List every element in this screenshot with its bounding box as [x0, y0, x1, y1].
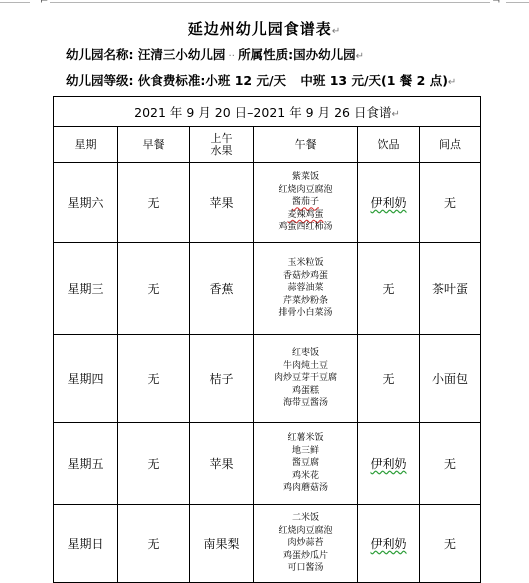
page-title: 延边州幼儿园食谱表↵ — [187, 20, 342, 38]
snack-cell: 无 — [420, 163, 481, 243]
day-cell: 星期日 — [54, 505, 118, 583]
fruit-cell: 苹果 — [190, 163, 254, 243]
corner-mark: ¬ — [492, 0, 501, 7]
table-row — [54, 423, 481, 505]
fruit-cell: 桔子 — [190, 335, 254, 423]
kindergarten-name: 幼儿园名称: 汪清三小幼儿园 — [66, 47, 226, 62]
corner-mark: ⌐ — [40, 0, 49, 7]
kindergarten-info-line: 幼儿园名称: 汪清三小幼儿园 ·· 所属性质:国办幼儿园↵ — [66, 47, 364, 62]
lunch-cell: 红枣饭 牛肉炖土豆 肉炒豆芽干豆腐 鸡蛋糕 海带豆酱汤 — [254, 335, 358, 423]
breakfast-cell: 无 — [118, 163, 190, 243]
table-row — [54, 243, 481, 335]
day-cell: 星期六 — [54, 163, 118, 243]
drink-cell: 伊利奶 — [358, 423, 420, 505]
breakfast-cell: 无 — [118, 505, 190, 583]
col-header-day: 星期 — [54, 127, 118, 163]
day-cell: 星期五 — [54, 423, 118, 505]
lunch-cell: 玉米粒饭 香菇炒鸡蛋 蒜蓉油菜 芹菜炒粉条 排骨小白菜汤 — [254, 243, 358, 335]
drink-cell: 无 — [358, 335, 420, 423]
lunch-cell: 红薯米饭 地三鲜 酱豆腐 鸡米花 鸡肉蘑菇汤 — [254, 423, 358, 505]
grade-fee: 幼儿园等级: 伙食费标准:小班 12 元/天 — [66, 73, 287, 88]
lunch-cell: 二米饭 红烧肉豆腐泡 肉炒蒜苔 鸡蛋炒瓜片 可口酱汤 — [254, 505, 358, 583]
fruit-cell: 南果梨 — [190, 505, 254, 583]
day-cell: 星期四 — [54, 335, 118, 423]
table-row — [54, 163, 481, 243]
breakfast-cell: 无 — [118, 335, 190, 423]
fruit-cell: 苹果 — [190, 423, 254, 505]
breakfast-cell: 无 — [118, 243, 190, 335]
page-top-border — [0, 0, 529, 6]
table-row — [54, 505, 481, 583]
lunch-cell: 紫菜饭 红烧肉豆腐泡 酱茄子 麦辣鸡蛋 鸡蛋西红柿汤 — [254, 163, 358, 243]
drink-cell: 伊利奶 — [358, 163, 420, 243]
col-header-drink: 饮品 — [358, 127, 420, 163]
fee-info-line: 幼儿园等级: 伙食费标准:小班 12 元/天 中班 13 元/天(1 餐 2 点)↵ — [66, 73, 457, 88]
col-header-lunch: 午餐 — [254, 127, 358, 163]
snack-cell: 茶叶蛋 — [420, 243, 481, 335]
day-cell: 星期三 — [54, 243, 118, 335]
week-range: 2021 年 9 月 20 日–2021 年 9 月 26 日食谱↵ — [54, 97, 481, 127]
drink-cell: 无 — [358, 243, 420, 335]
snack-cell: 无 — [420, 505, 481, 583]
drink-cell: 伊利奶 — [358, 505, 420, 583]
middle-class-fee: 中班 13 元/天(1 餐 2 点) — [300, 73, 448, 88]
breakfast-cell: 无 — [118, 423, 190, 505]
menu-table — [53, 96, 481, 583]
snack-cell: 小面包 — [420, 335, 481, 423]
snack-cell: 无 — [420, 423, 481, 505]
col-header-snack: 间点 — [420, 127, 481, 163]
fruit-cell: 香蕉 — [190, 243, 254, 335]
kindergarten-nature: 所属性质:国办幼儿园 — [238, 47, 356, 62]
col-header-breakfast: 早餐 — [118, 127, 190, 163]
table-row — [54, 335, 481, 423]
col-header-fruit: 上午水果 — [190, 127, 254, 163]
